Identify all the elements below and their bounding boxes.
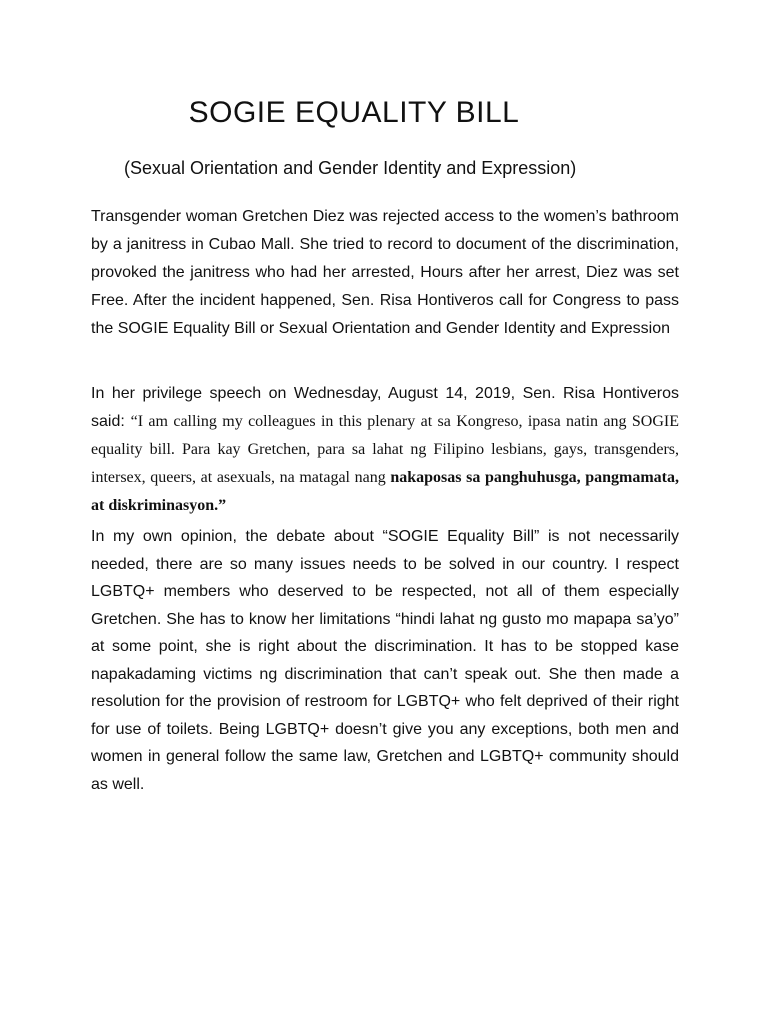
- speech-intro-text: In her privilege speech on Wednesday, August 14, 2019, Sen. Risa Hontiveros said:: [91, 385, 679, 430]
- paragraph-privilege-speech: [91, 380, 679, 520]
- document-subtitle: (Sexual Orientation and Gender Identity and Expression): [124, 158, 577, 178]
- paragraph-incident: Transgender woman Gretchen Diez was rejected access to the women’s bathroom by a janitress in Cubao Mall. She tried to record to document of the discrimination, provoked the janitress who had her arrested, Hours after her arrest, Diez was set Free. After the incident happened, Sen. Risa Hontiveros call for Congress to pass the SOGIE Equality Bill or Sexual Orientation and Gender Identity and Expression: [91, 208, 679, 337]
- document-title: SOGIE EQUALITY BILL: [188, 96, 520, 129]
- speech-quote-bold-text: nakaposas sa panghuhusga, pangmamata, at diskriminasyon.”: [91, 469, 679, 514]
- speech-quote-text: “I am calling my colleagues in this plenary at sa Kongreso, ipasa natin ang SOGIE equality bill. Para kay Gretchen, para sa lahat ng Filipino lesbians, gays, transgenders, intersex, queers, at asexuals, na matagal nang: [91, 413, 680, 486]
- paragraph-opinion: In my own opinion, the debate about “SOGIE Equality Bill” is not necessarily needed, there are so many issues needs to be solved in our country. I respect LGBTQ+ members who deserved to be respected, not all of them especially Gretchen. She has to know her limitations “hindi lahat ng gusto mo mapapa sa’yo” at some point, she is right about the discrimination. It has to be stopped kase napakadaming victims ng discrimination that can’t speak out. She then made a resolution for the provision of restroom for LGBTQ+ who felt deprived of their right for use of toilets. Being LGBTQ+ doesn’t give you any exceptions, both men and women in general follow the same law, Gretchen and LGBTQ+ community should as well.: [91, 528, 679, 793]
